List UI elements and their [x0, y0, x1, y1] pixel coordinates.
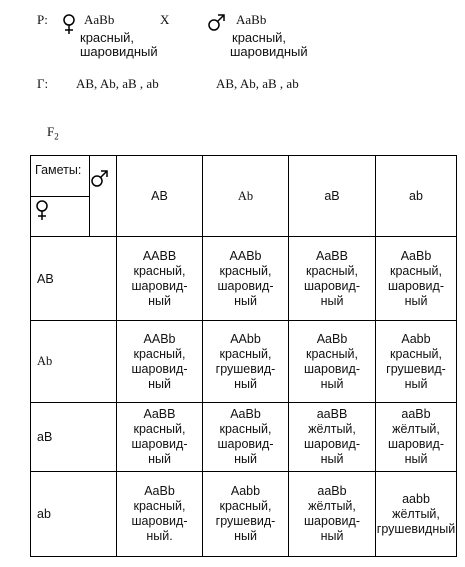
- female-phenotype-line2: шаровидный: [80, 44, 158, 59]
- phenotype-text: шаровид-: [304, 278, 360, 293]
- phenotype-text: жёлтый,: [392, 506, 440, 521]
- phenotype-text: шаровид-: [217, 278, 274, 293]
- offspring-cell: [376, 237, 457, 321]
- genotype-text: AABB: [142, 248, 177, 263]
- genotype-text: AaBB: [143, 407, 176, 421]
- genotype-text: aabb: [402, 491, 430, 506]
- phenotype-text: ный: [234, 452, 257, 466]
- genotype-text: AaBb: [400, 248, 432, 263]
- phenotype-text: ный: [234, 529, 257, 543]
- offspring-cell: [289, 472, 376, 557]
- male-genotype: AaBb: [236, 12, 267, 27]
- phenotype-text: ный: [404, 452, 428, 466]
- offspring-cell: [376, 321, 457, 403]
- offspring-cell: [117, 237, 203, 321]
- phenotype-text: красный,: [219, 263, 272, 278]
- offspring-cell: [117, 472, 203, 557]
- table-header-row: [31, 156, 457, 237]
- genotype-text: aaBb: [317, 484, 347, 498]
- phenotype-text: шаровид-: [131, 437, 188, 451]
- phenotype-text: красный,: [133, 346, 186, 361]
- phenotype-text: красный,: [219, 422, 272, 436]
- phenotype-text: ный: [320, 529, 344, 543]
- col-header-Ab: Ab: [203, 156, 289, 237]
- mars-icon: [91, 168, 109, 188]
- row-header-Ab: Ab: [31, 321, 117, 403]
- phenotype-text: шаровид-: [304, 514, 360, 528]
- phenotype-text: грушевид-: [215, 361, 276, 376]
- g-label: Г:: [37, 76, 49, 91]
- offspring-cell: [376, 472, 457, 557]
- cross-symbol: X: [160, 12, 170, 27]
- row-header-aB: aB: [31, 403, 117, 472]
- table-row: [31, 321, 457, 403]
- row-header-ab: ab: [31, 472, 117, 557]
- offspring-cell: [117, 321, 203, 403]
- phenotype-text: ный: [320, 293, 344, 308]
- phenotype-text: ный.: [146, 529, 173, 543]
- punnett-table: [30, 155, 457, 557]
- genotype-text: AaBb: [144, 484, 175, 498]
- phenotype-text: красный,: [390, 263, 442, 278]
- phenotype-text: грушевид-: [386, 361, 446, 376]
- female-genotype: AaBb: [84, 12, 115, 27]
- gametes-male: AB, Ab, aB , ab: [216, 76, 299, 91]
- phenotype-text: ный: [234, 293, 257, 308]
- genotype-text: AaBb: [316, 331, 348, 346]
- p-label: P:: [37, 12, 48, 27]
- phenotype-text: ный: [148, 452, 171, 466]
- offspring-cell: [289, 321, 376, 403]
- phenotype-text: красный,: [219, 499, 272, 513]
- genotype-text: aaBb: [401, 407, 431, 421]
- offspring-cell: [203, 472, 289, 557]
- offspring-cell: [376, 403, 457, 472]
- gametes-female: AB, Ab, aB , ab: [76, 76, 159, 91]
- table-row: [31, 237, 457, 321]
- genotype-text: AABb: [143, 331, 176, 346]
- mars-icon: [208, 12, 226, 32]
- genotype-text: AABb: [229, 248, 262, 263]
- phenotype-text: красный,: [133, 263, 186, 278]
- col-header-ab: ab: [376, 156, 457, 237]
- phenotype-text: шаровид-: [304, 437, 360, 451]
- female-phenotype-line1: красный,: [80, 30, 135, 45]
- phenotype-text: шаровид-: [131, 514, 188, 528]
- offspring-cell: [289, 403, 376, 472]
- phenotype-text: грушевид-: [215, 514, 276, 528]
- offspring-cell: [117, 403, 203, 472]
- phenotype-text: жёлтый,: [392, 422, 440, 436]
- phenotype-text: шаровид-: [388, 437, 444, 451]
- f2-label: $F_2$: [47, 124, 59, 142]
- corner-cell: [31, 156, 117, 237]
- phenotype-text: грушевидный: [376, 521, 456, 536]
- male-phenotype-line1: красный,: [232, 30, 287, 45]
- phenotype-text: красный,: [133, 499, 186, 513]
- phenotype-text: шаровид-: [388, 278, 444, 293]
- phenotype-text: красный,: [390, 346, 442, 361]
- phenotype-text: ный: [404, 376, 428, 391]
- table-row: [31, 472, 457, 557]
- col-header-aB: aB: [289, 156, 376, 237]
- genotype-text: AaBb: [230, 407, 261, 421]
- venus-icon: [62, 14, 76, 36]
- venus-icon: [35, 200, 49, 222]
- phenotype-text: жёлтый,: [308, 422, 356, 436]
- phenotype-text: красный,: [219, 346, 272, 361]
- phenotype-text: ный: [148, 376, 171, 391]
- phenotype-text: шаровид-: [131, 278, 188, 293]
- phenotype-text: жёлтый,: [308, 499, 356, 513]
- male-phenotype-line2: шаровидный: [230, 44, 308, 59]
- row-header-AB: AB: [31, 237, 117, 321]
- phenotype-text: красный,: [306, 263, 358, 278]
- genotype-text: AaBB: [316, 248, 348, 263]
- col-header-AB: AB: [117, 156, 203, 237]
- phenotype-text: ный: [404, 293, 428, 308]
- phenotype-text: ный: [148, 293, 171, 308]
- table-row: [31, 403, 457, 472]
- phenotype-text: шаровид-: [304, 361, 360, 376]
- phenotype-text: красный,: [133, 422, 186, 436]
- genotype-text: Aabb: [401, 331, 431, 346]
- phenotype-text: красный,: [306, 346, 358, 361]
- offspring-cell: [203, 237, 289, 321]
- phenotype-text: ный: [320, 376, 344, 391]
- offspring-cell: [203, 403, 289, 472]
- phenotype-text: шаровид-: [217, 437, 274, 451]
- genotype-text: AAbb: [230, 331, 261, 346]
- phenotype-text: ный: [234, 376, 257, 391]
- genotype-text: Aabb: [230, 484, 261, 498]
- offspring-cell: [289, 237, 376, 321]
- phenotype-text: шаровид-: [131, 361, 188, 376]
- phenotype-text: ный: [320, 452, 344, 466]
- genotype-text: aaBB: [316, 407, 348, 421]
- gametes-corner-label: Гаметы:: [35, 163, 82, 177]
- offspring-cell: [203, 321, 289, 403]
